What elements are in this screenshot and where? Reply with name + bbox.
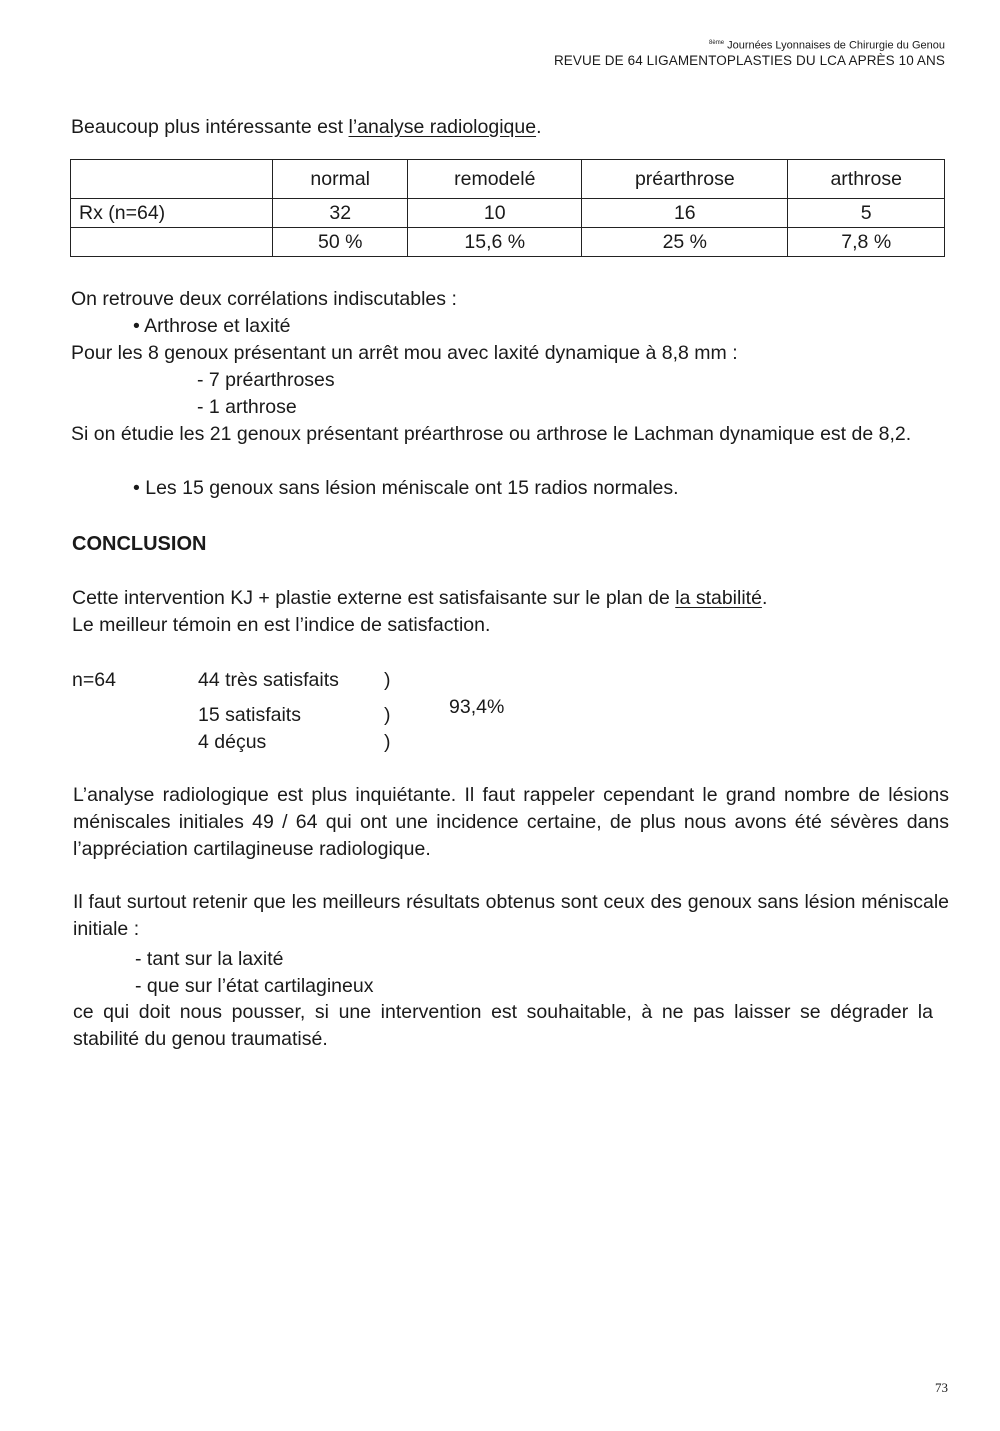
paragraph: L’analyse radiologique est plus inquiétante. Il faut rappeler cependant le grand nombre de lésions méniscales initiales 49 / 64 qui ont une incidence certaine, de plus nous avons été sévères dans l’appréciation cartilagineuse radiologique. [73, 784, 949, 860]
list-item: - 1 arthrose [197, 396, 297, 418]
intro-sentence: Beaucoup plus intéressante est l’analyse radiologique. [71, 116, 542, 138]
list-item: 44 très satisfaits [198, 669, 339, 691]
sample-size: n=64 [72, 669, 116, 691]
list-item: 15 satisfaits [198, 704, 301, 726]
table-header-cell [71, 160, 273, 199]
header-congress-name: Journées Lyonnaises de Chirurgie du Genou [724, 39, 945, 52]
table-cell: 16 [582, 199, 788, 228]
list-item: 4 déçus [198, 731, 267, 753]
bracket: ) [384, 704, 391, 726]
table-cell: 25 % [582, 228, 788, 257]
table-row [71, 199, 945, 228]
paragraph: ce qui doit nous pousser, si une intervention est souhaitable, à ne pas laisser se dégrader la stabilité du genou traumatisé. [73, 1001, 933, 1050]
table-cell: 10 [408, 199, 582, 228]
table-header-cell: préarthrose [582, 160, 788, 199]
bullet-item: • Arthrose et laxité [133, 315, 291, 337]
correlations-lead: On retrouve deux corrélations indiscutables : [71, 288, 457, 310]
list-item: - 7 préarthroses [197, 369, 335, 391]
list-item: - que sur l’état cartilagineux [135, 975, 374, 997]
table-cell: 32 [273, 199, 408, 228]
table-cell: 7,8 % [788, 228, 945, 257]
running-header [554, 36, 945, 69]
table-header-row [71, 160, 945, 199]
underlined-term: la stabilité [675, 587, 762, 609]
bracket: ) [384, 731, 391, 753]
table-header-cell: arthrose [788, 160, 945, 199]
table-row [71, 228, 945, 257]
list-item: - tant sur la laxité [135, 948, 284, 970]
header-edition: 8ème [709, 40, 725, 46]
paragraph: Il faut surtout retenir que les meilleurs résultats obtenus sont ceux des genoux sans lésion méniscale initiale : [73, 891, 949, 940]
paragraph-line: Pour les 8 genoux présentant un arrêt mou avec laxité dynamique à 8,8 mm : [71, 342, 738, 364]
radiology-table [70, 159, 945, 257]
table-cell: Rx (n=64) [71, 199, 273, 228]
paragraph-line: Le meilleur témoin en est l’indice de satisfaction. [72, 614, 491, 636]
bracket: ) [384, 669, 391, 691]
intro-underlined-term: l’analyse radiologique [348, 116, 537, 138]
header-congress-line [554, 36, 945, 53]
paragraph-line: Cette intervention KJ + plastie externe est satisfaisante sur le plan de la stabilité. [72, 587, 768, 609]
paragraph: Si on étudie les 21 genoux présentant préarthrose ou arthrose le Lachman dynamique est de 8,2. [71, 423, 912, 445]
satisfaction-percent: 93,4% [449, 696, 505, 718]
table-header-cell: normal [273, 160, 408, 199]
table-cell: 50 % [273, 228, 408, 257]
table-cell: 15,6 % [408, 228, 582, 257]
bullet-item: • Les 15 genoux sans lésion méniscale ont 15 radios normales. [133, 477, 679, 499]
page-number: 73 [935, 1380, 948, 1395]
table-header-cell: remodelé [408, 160, 582, 199]
section-heading: CONCLUSION [72, 533, 207, 555]
header-title: REVUE DE 64 LIGAMENTOPLASTIES DU LCA APRÈS 10 ANS [553, 52, 945, 68]
table-cell [71, 228, 273, 257]
table-cell: 5 [788, 199, 945, 228]
